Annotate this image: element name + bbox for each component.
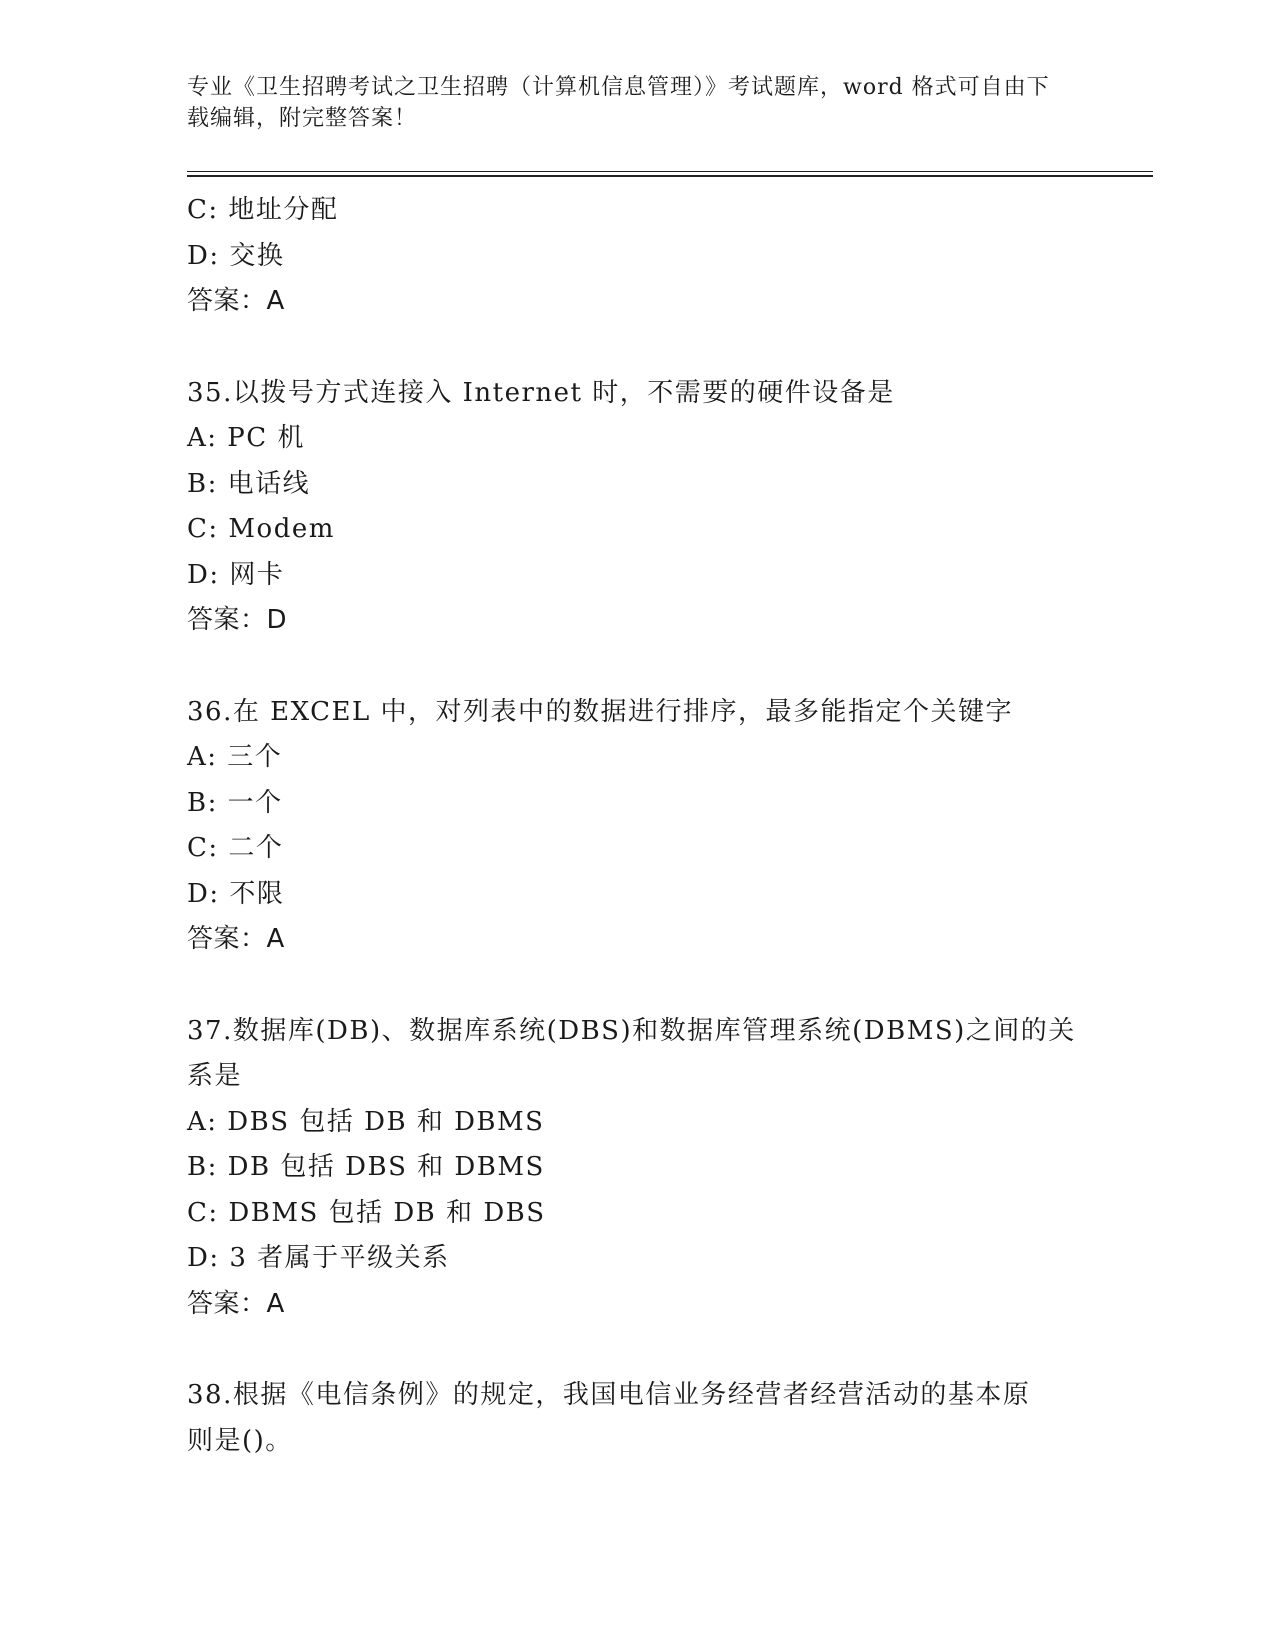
option-c: C: 二个 bbox=[187, 833, 284, 863]
question-stem-line-2: 则是()。 bbox=[187, 1425, 293, 1456]
option-c: C: Modem bbox=[187, 514, 335, 544]
answer: 答案：A bbox=[187, 286, 285, 316]
question-36 bbox=[187, 690, 1087, 963]
option-c: C: 地址分配 bbox=[187, 195, 339, 225]
option-b: B: 电话线 bbox=[187, 468, 311, 499]
option-b: B: 一个 bbox=[187, 787, 283, 818]
question-stem: 36.在 EXCEL 中，对列表中的数据进行排序，最多能指定个关键字 bbox=[187, 696, 1014, 727]
option-a: A: PC 机 bbox=[187, 423, 305, 453]
document-header bbox=[187, 72, 1067, 134]
question-stem: 35.以拨号方式连接入 Internet 时，不需要的硬件设备是 bbox=[187, 377, 895, 408]
option-d: D: 3 者属于平级关系 bbox=[187, 1243, 450, 1273]
answer: 答案：A bbox=[187, 1288, 285, 1319]
question-37 bbox=[187, 1009, 1087, 1328]
question-34-tail bbox=[187, 188, 1087, 325]
question-38 bbox=[187, 1373, 1087, 1464]
option-d: D: 交换 bbox=[187, 240, 285, 271]
option-b: B: DB 包括 DBS 和 DBMS bbox=[187, 1152, 545, 1182]
answer: 答案：D bbox=[187, 605, 288, 635]
question-stem-line-2: 系是 bbox=[187, 1061, 243, 1091]
header-rule-thick bbox=[187, 175, 1153, 177]
answer: 答案：A bbox=[187, 924, 285, 954]
option-a: A: 三个 bbox=[187, 742, 283, 772]
question-stem-line-1: 38.根据《电信条例》的规定，我国电信业务经营者经营活动的基本原 bbox=[187, 1380, 1031, 1410]
option-d: D: 不限 bbox=[187, 878, 285, 909]
header-rule-thin bbox=[187, 171, 1153, 172]
option-a: A: DBS 包括 DB 和 DBMS bbox=[187, 1106, 545, 1137]
question-35 bbox=[187, 371, 1087, 644]
header-text: 专业《卫生招聘考试之卫生招聘（计算机信息管理）》考试题库，word 格式可自由下载编辑，附完整答案！ bbox=[187, 75, 1050, 131]
option-d: D: 网卡 bbox=[187, 559, 285, 590]
option-c: C: DBMS 包括 DB 和 DBS bbox=[187, 1197, 546, 1228]
question-stem-line-1: 37.数据库(DB)、数据库系统(DBS)和数据库管理系统(DBMS)之间的关 bbox=[187, 1015, 1076, 1046]
question-list bbox=[187, 188, 1087, 1464]
